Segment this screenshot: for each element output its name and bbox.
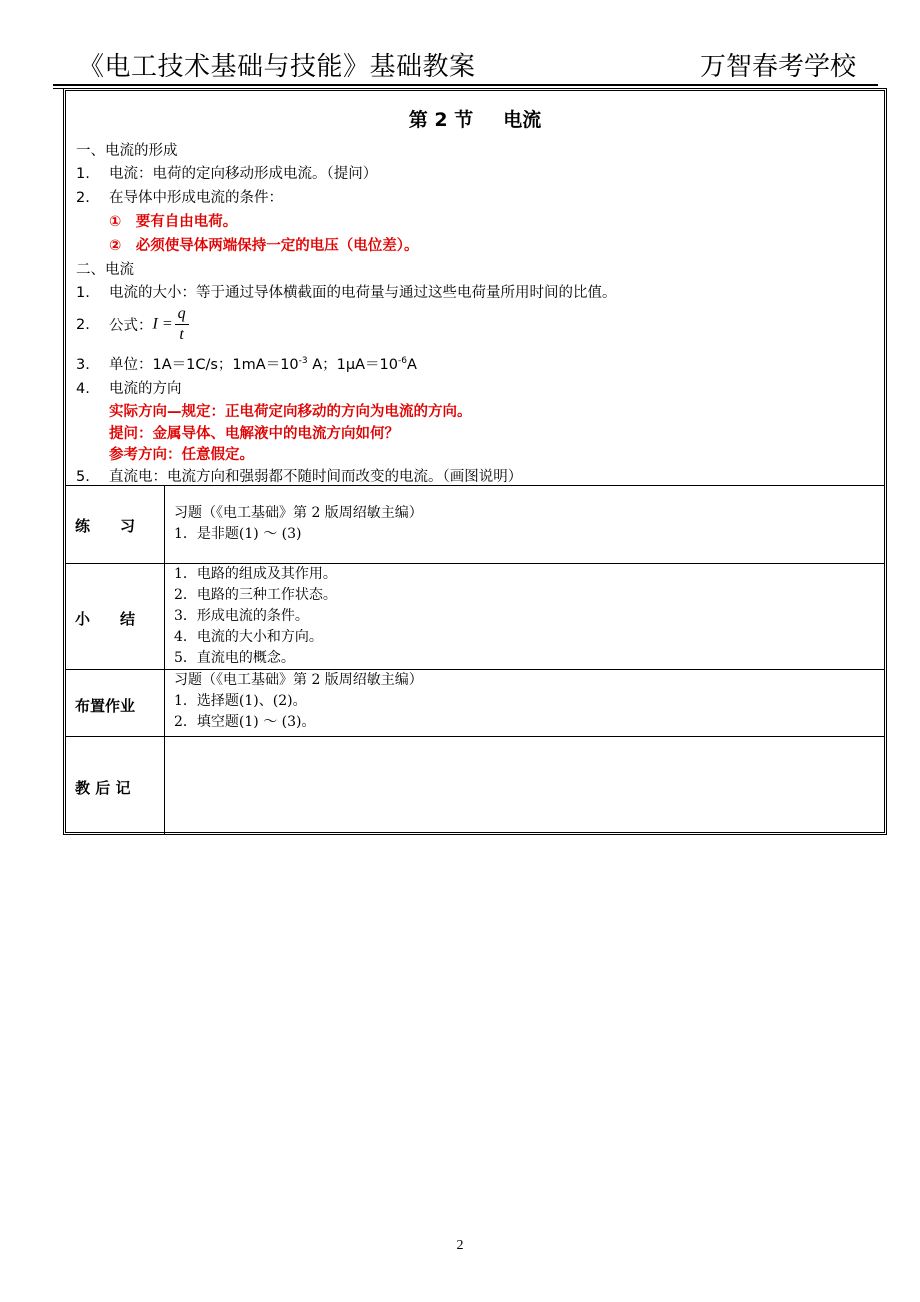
section-name: 电流 <box>503 109 542 131</box>
item-num: 1. <box>76 166 90 182</box>
heading-formation: 一、电流的形成 <box>76 143 178 159</box>
formula-numerator: q <box>175 304 189 325</box>
units-a: 单位：1A＝1C/s；1mA＝10 <box>109 357 299 373</box>
item-num: 2. <box>76 316 90 333</box>
item-num: 4. <box>76 381 90 397</box>
summary-line: 5．直流电的概念。 <box>174 650 295 666</box>
item-definition <box>76 162 377 183</box>
direction-actual: 实际方向—规定：正电荷定向移动的方向为电流的方向。 <box>109 404 472 420</box>
page-number: 2 <box>456 1238 464 1253</box>
item-text: 在导体中形成电流的条件： <box>109 190 283 206</box>
label-afterclass: 教 后 记 <box>75 779 131 797</box>
item-num: 2. <box>76 190 90 206</box>
doc-header-school: 万智春考学校 <box>699 52 856 82</box>
header-rule <box>53 84 878 86</box>
row-divider <box>66 736 884 737</box>
summary-line: 1．电路的组成及其作用。 <box>174 566 337 582</box>
units-exp2: -6 <box>398 356 407 367</box>
homework-line: 2．填空题(1) ～ (3)。 <box>174 714 316 730</box>
item-formula <box>76 304 189 345</box>
summary-line: 2．电路的三种工作状态。 <box>174 587 337 603</box>
section-number: 第 2 节 <box>408 109 474 131</box>
label-practice: 练 习 <box>75 517 136 535</box>
item-conditions <box>76 186 283 207</box>
condition-2: ② 必须使导体两端保持一定的电压（电位差）。 <box>109 238 419 254</box>
item-magnitude <box>76 281 617 302</box>
label-homework: 布置作业 <box>75 697 136 715</box>
item-num: 1. <box>76 285 90 301</box>
item-num: 5. <box>76 469 90 485</box>
heading-current: 二、电流 <box>76 262 134 278</box>
units-exp1: -3 <box>298 356 308 367</box>
formula-denominator: t <box>179 326 184 343</box>
units-b: A；1μA＝10 <box>307 357 398 373</box>
item-units <box>76 353 417 374</box>
item-direction <box>76 377 182 398</box>
formula-lhs: I = <box>152 315 173 333</box>
units-c: A <box>406 357 417 373</box>
condition-1: ① 要有自由电荷。 <box>109 214 238 230</box>
item-text: 公式： <box>109 318 153 334</box>
practice-line: 习题（《电工基础》第 2 版周绍敏主编） <box>174 505 423 521</box>
item-text: 电流：电荷的定向移动形成电流。（提问） <box>109 166 378 182</box>
homework-content <box>174 670 423 733</box>
summary-line: 4．电流的大小和方向。 <box>174 629 323 645</box>
summary-line: 3．形成电流的条件。 <box>174 608 309 624</box>
item-num: 3. <box>76 357 90 373</box>
homework-line: 1．选择题(1)、(2)。 <box>174 693 307 709</box>
direction-question: 提问：金属导体、电解液中的电流方向如何？ <box>109 426 399 442</box>
item-dc <box>76 465 522 486</box>
practice-content <box>174 503 423 545</box>
item-text: 直流电：电流方向和强弱都不随时间而改变的电流。（画图说明） <box>109 469 523 485</box>
row-divider <box>66 485 884 486</box>
doc-header-title: 《电工技术基础与技能》基础教案 <box>78 52 476 82</box>
practice-line: 1．是非题(1) ～ (3) <box>174 526 302 542</box>
item-text: 电流的方向 <box>109 381 182 397</box>
homework-line: 习题（《电工基础》第 2 版周绍敏主编） <box>174 672 423 688</box>
label-summary: 小 结 <box>75 610 136 628</box>
header-rule-thin <box>53 88 878 89</box>
direction-reference: 参考方向：任意假定。 <box>109 447 254 463</box>
lesson-table <box>65 90 885 833</box>
section-title <box>66 105 884 132</box>
summary-content <box>174 564 337 669</box>
item-text: 电流的大小：等于通过导体横截面的电荷量与通过这些电荷量所用时间的比值。 <box>109 285 617 301</box>
formula-fraction <box>175 304 189 345</box>
